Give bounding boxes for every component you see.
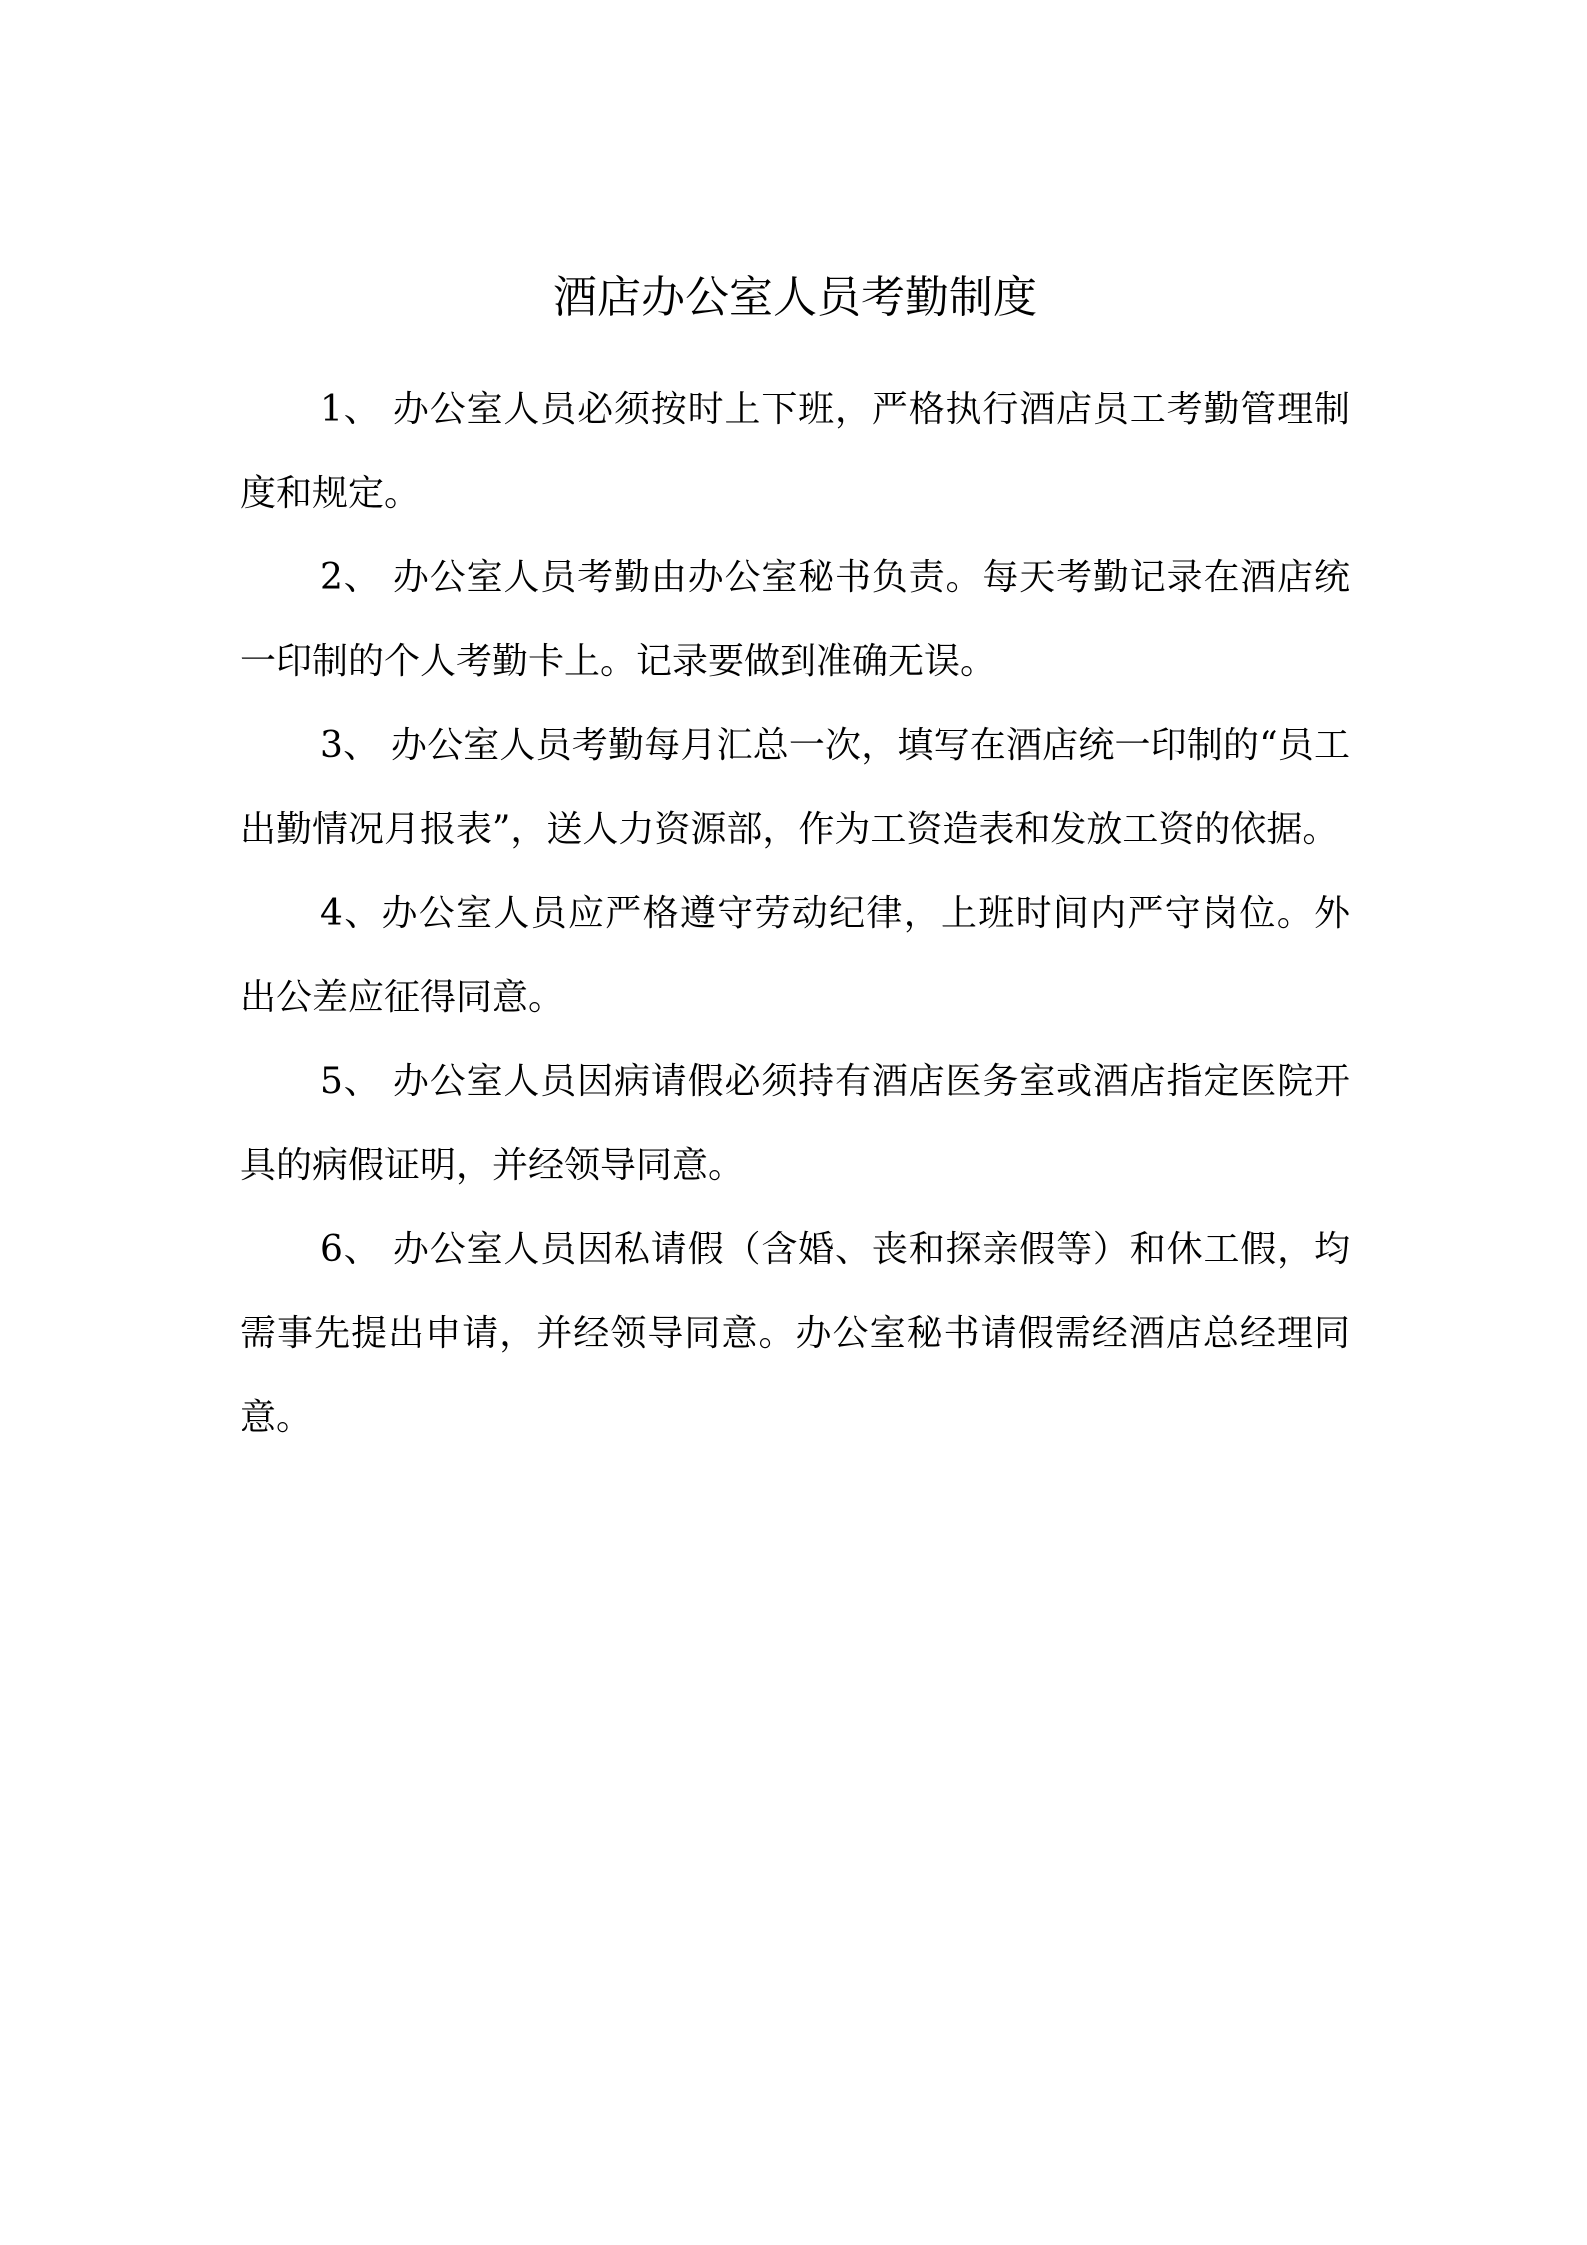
document-title: 酒店办公室人员考勤制度 [553,272,1037,323]
rule-paragraph-4: 4、办公室人员应严格遵守劳动纪律，上班时间内严守岗位。外出公差应征得同意。 [240,893,1350,1018]
rule-paragraph-3: 3、 办公室人员考勤每月汇总一次，填写在酒店统一印制的“员工出勤情况月报表”，送人力资源部，作为工资造表和发放工资的依据。 [240,725,1350,850]
rule-paragraph-6: 6、 办公室人员因私请假（含婚、丧和探亲假等）和休工假，均需事先提出申请，并经领导同意。办公室秘书请假需经酒店总经理同意。 [240,1229,1350,1438]
document-body [240,368,1350,1460]
rule-paragraph-5: 5、 办公室人员因病请假必须持有酒店医务室或酒店指定医院开具的病假证明，并经领导同意。 [240,1061,1350,1186]
rule-paragraph-1: 1、 办公室人员必须按时上下班，严格执行酒店员工考勤管理制度和规定。 [240,389,1350,514]
rule-paragraph-2: 2、 办公室人员考勤由办公室秘书负责。每天考勤记录在酒店统一印制的个人考勤卡上。记录要做到准确无误。 [240,557,1350,682]
